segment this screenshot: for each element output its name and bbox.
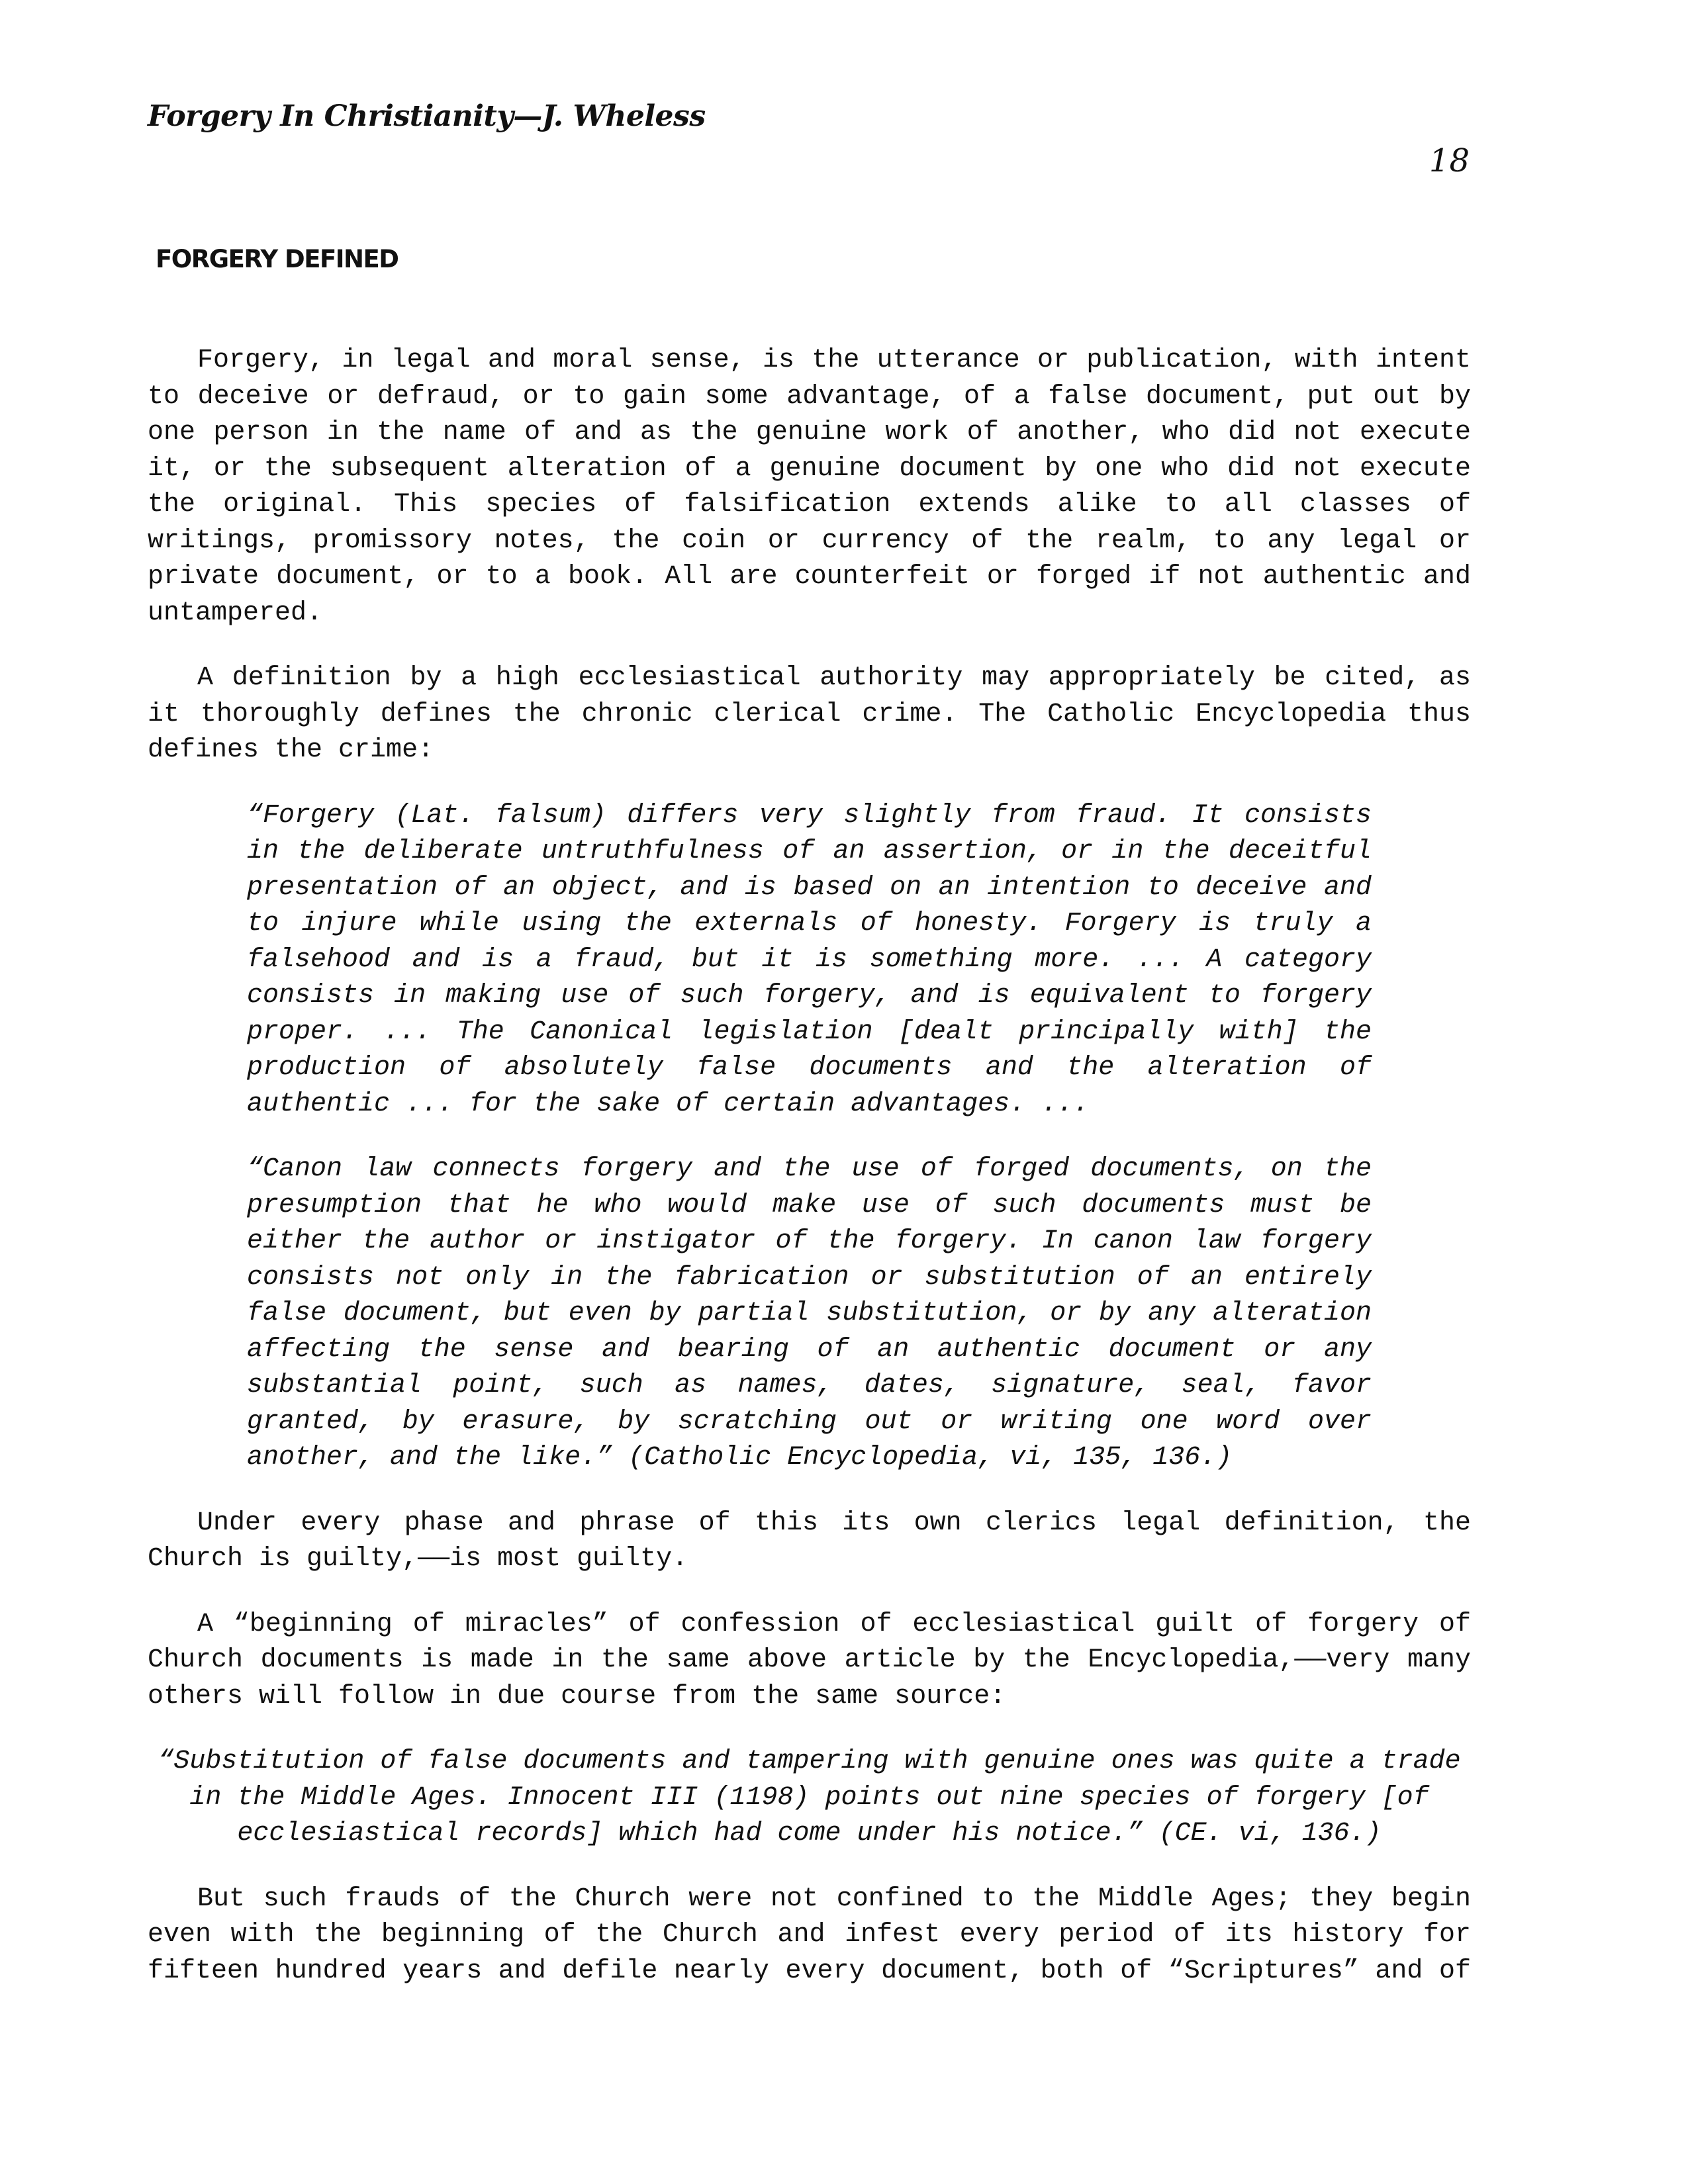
paragraph-beginning-of-miracles: A “beginning of miracles” of confession of ecclesiastical guilt of forgery of Church documents is made in the same above article by the Encyclopedia,——very many others will follow in due course from the same source: [148,1609,1471,1711]
blockquote-substitution: “Substitution of false documents and tampering with genuine ones was quite a trade in the Middle Ages. Innocent III (1198) points out nine species of forgery [of ecclesiastical records] which had come under his notice.” (CE. vi, 136.) [158,1747,1461,1848]
blockquote-catholic-encyclopedia-2: “Canon law connects forgery and the use of forged documents, on the presumption that he who would make use of such documents must be either the author or instigator of the forgery. In canon law forgery consists not only in the fabrication or substitution of an entirely false document, but even by partial substitution, or by any alteration affecting the sense and bearing of an authentic document or any substantial point, such as names, dates, signature, seal, favor granted, by erasure, by scratching out or writing one word over another, and the like.” (Catholic Encyclopedia, vi, 135, 136.) [247,1154,1372,1473]
body-text [148,343,1471,2019]
paragraph-forgery-definition: Forgery, in legal and moral sense, is the utterance or publication, with intent to deceive or defraud, or to gain some advantage, of a false document, put out by one person in the name of and as the genuine work of another, who did not execute it, or the subsequent alteration of a genuine document by one who did not execute the original. This species of falsification extends alike to all classes of writings, promissory notes, the coin or currency of the realm, to any legal or private document, or to a book. All are counterfeit or forged if not authentic and untampered. [148,345,1471,628]
blockquote-catholic-encyclopedia-1: “Forgery (Lat. falsum) differs very slightly from fraud. It consists in the deliberate untruthfulness of an assertion, or in the deceitful presentation of an object, and is based on an intention to deceive and to injure while using the externals of honesty. Forgery is truly a falsehood and is a fraud, but it is something more. ... A category consists in making use of such forgery, and is equivalent to forgery proper. ... The Canonical legislation [dealt principally with] the production of absolutely false documents and the alteration of authentic ... for the sake of certain advantages. ... [247,800,1372,1119]
page-number: 18 [1429,142,1470,179]
paragraph-such-frauds: But such frauds of the Church were not confined to the Middle Ages; they begin even with the beginning of the Church and infest every period of its history for fifteen hundred years and defile nearly every document, both of “Scriptures” and of [148,1884,1471,1986]
running-header: Forgery In Christianity—J. Wheless [148,99,706,133]
paragraph-ecclesiastical-authority: A definition by a high ecclesiastical authority may appropriately be cited, as it thoroughly defines the chronic clerical crime. The Catholic Encyclopedia thus defines the crime: [148,663,1471,765]
section-heading: FORGERY DEFINED [156,245,399,273]
paragraph-church-guilty: Under every phase and phrase of this its own clerics legal definition, the Church is guilty,——is most guilty. [148,1508,1471,1574]
